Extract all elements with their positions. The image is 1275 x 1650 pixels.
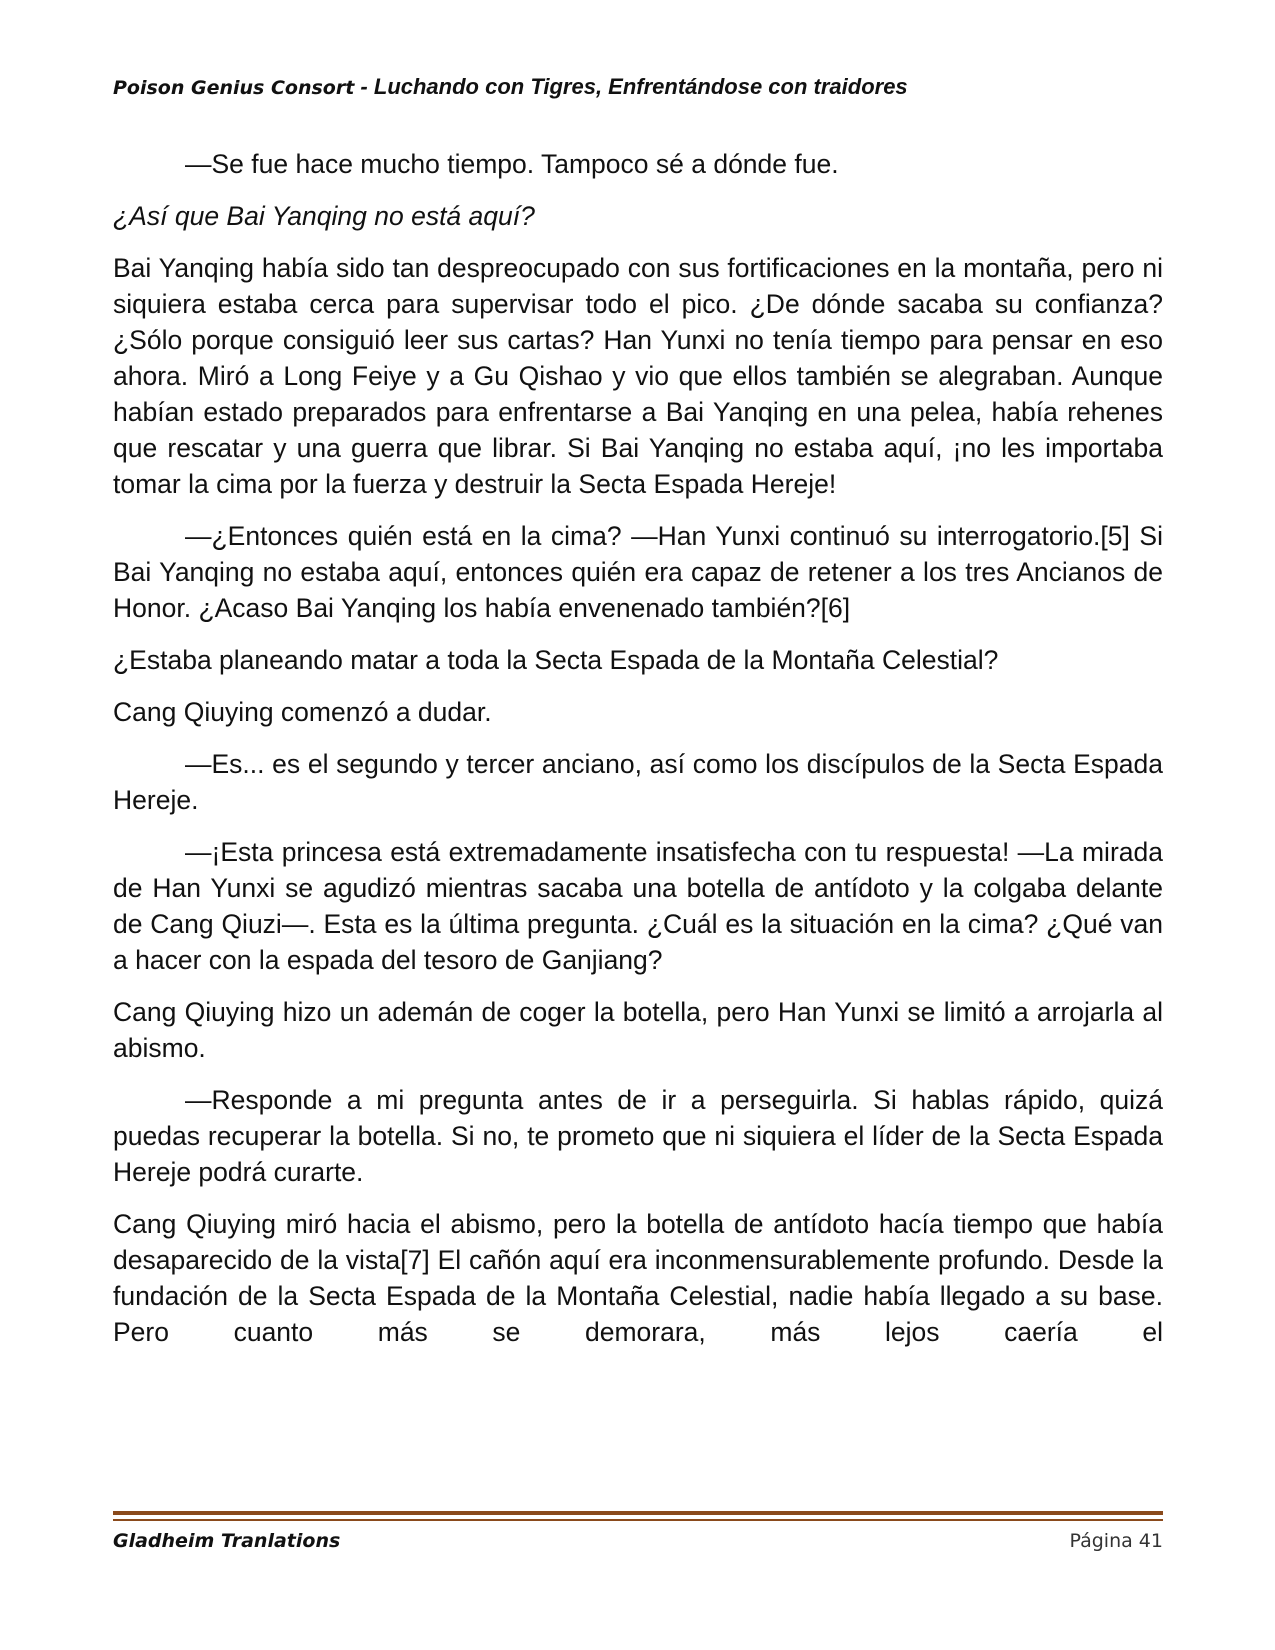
header-separator: - <box>354 74 374 99</box>
paragraph: —¡Esta princesa está extremadamente insatisfecha con tu respuesta! —La mirada de Han Yunxi se agudizó mientras sacaba una botella de antídoto y la colgaba delante de Cang Qiuzi—. Esta es la última pregunta. ¿Cuál es la situación en la cima? ¿Qué van a hacer con la espada del tesoro de Ganjiang? <box>113 837 1163 975</box>
paragraph: —¿Entonces quién está en la cima? —Han Yunxi continuó su interrogatorio.[5] Si Bai Yanqing no estaba aquí, entonces quién era capaz de retener a los tres Ancianos de Honor. ¿Acaso Bai Yanqing los había envenenado también?[6] <box>113 521 1163 623</box>
paragraph: —Se fue hace mucho tiempo. Tampoco sé a dónde fue. <box>185 149 839 179</box>
paragraph: Cang Qiuying comenzó a dudar. <box>113 697 492 727</box>
footer-credit: Gladheim Tranlations <box>113 1530 341 1552</box>
paragraph: Cang Qiuying hizo un ademán de coger la botella, pero Han Yunxi se limitó a arrojarla al abismo. <box>113 997 1163 1063</box>
footer-rule <box>113 1511 1163 1515</box>
footer-rule <box>113 1519 1163 1521</box>
chapter-title: Luchando con Tigres, Enfrentándose con traidores <box>373 74 908 99</box>
paragraph: —Es... es el segundo y tercer anciano, así como los discípulos de la Secta Espada Hereje. <box>113 749 1163 815</box>
paragraph: ¿Así que Bai Yanqing no está aquí? <box>113 201 535 231</box>
paragraph: ¿Estaba planeando matar a toda la Secta Espada de la Montaña Celestial? <box>113 645 999 675</box>
page-number: Página 41 <box>1069 1530 1163 1552</box>
paragraph: —Responde a mi pregunta antes de ir a perseguirla. Si hablas rápido, quizá puedas recuperar la botella. Si no, te prometo que ni siquiera el líder de la Secta Espada Hereje podrá curarte. <box>113 1085 1163 1187</box>
paragraph: Cang Qiuying miró hacia el abismo, pero la botella de antídoto hacía tiempo que había desaparecido de la vista[7] El cañón aquí era inconmensurablemente profundo. Desde la fundación de la Secta Espada de la Montaña Celestial, nadie había llegado a su base. Pero cuanto más se demorara, más lejos caería el <box>113 1209 1163 1347</box>
page-header <box>113 74 1163 100</box>
book-title: Poison Genius Consort <box>113 77 355 99</box>
body-text <box>113 146 1163 1366</box>
paragraph: Bai Yanqing había sido tan despreocupado con sus fortificaciones en la montaña, pero ni siquiera estaba cerca para supervisar todo el pico. ¿De dónde sacaba su confianza? ¿Sólo porque consiguió leer sus cartas? Han Yunxi no tenía tiempo para pensar en eso ahora. Miró a Long Feiye y a Gu Qishao y vio que ellos también se alegraban. Aunque habían estado preparados para enfrentarse a Bai Yanqing en una pelea, había rehenes que rescatar y una guerra que librar. Si Bai Yanqing no estaba aquí, ¡no les importaba tomar la cima por la fuerza y destruir la Secta Espada Hereje! <box>113 253 1163 499</box>
